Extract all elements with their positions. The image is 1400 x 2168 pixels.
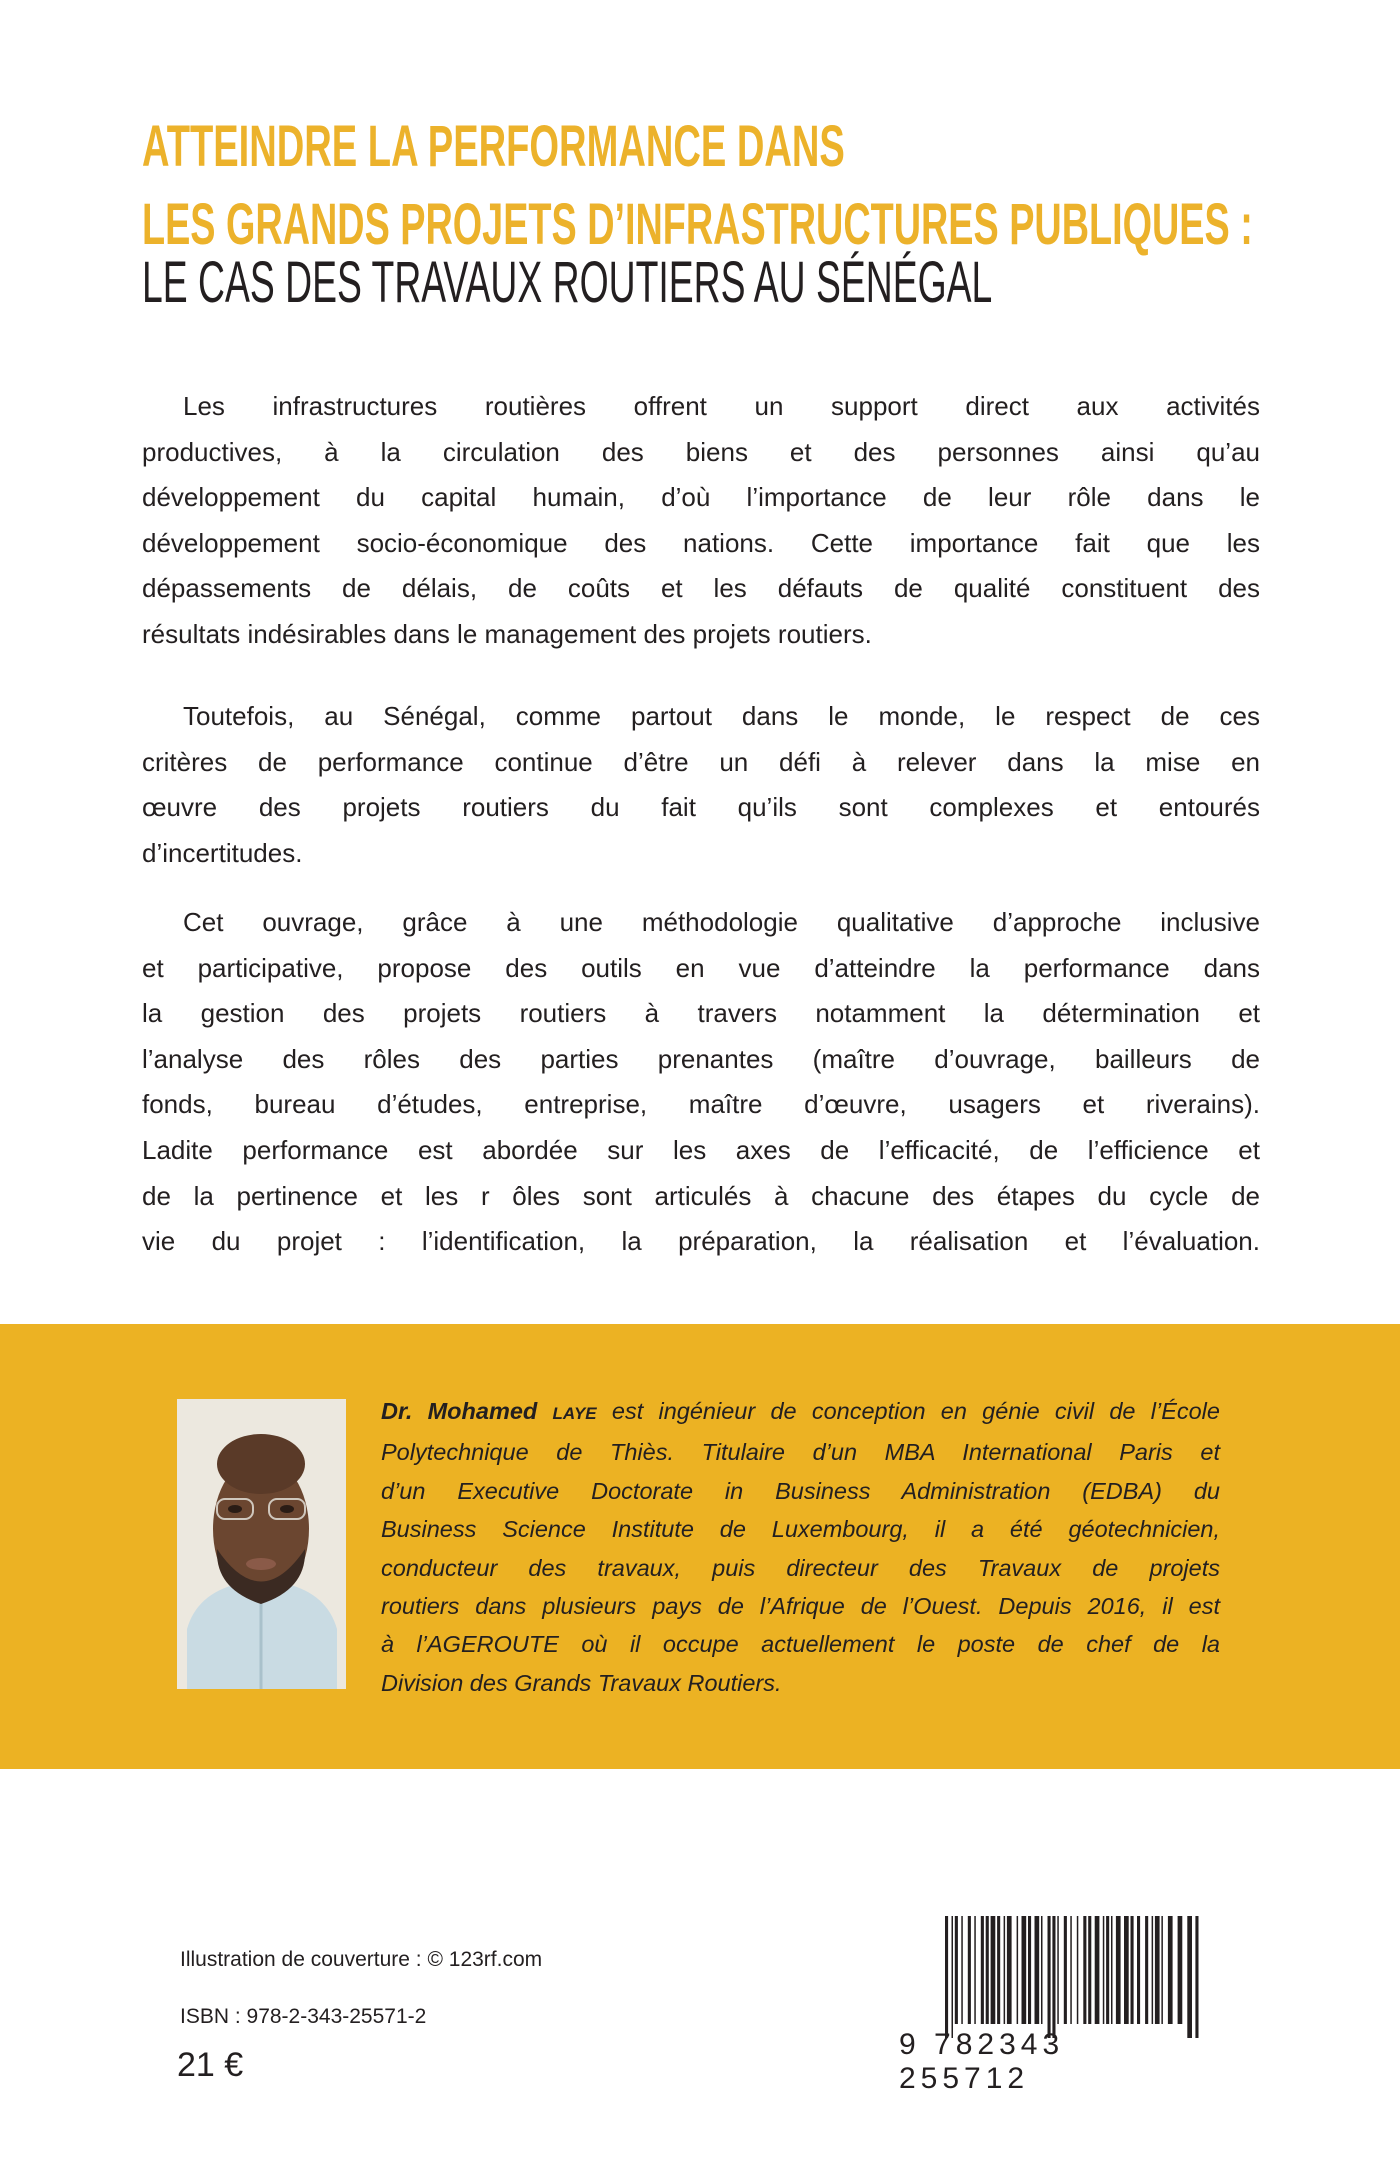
isbn: ISBN : 978-2-343-25571-2: [180, 2005, 427, 2028]
bio-line: Business Science Institute de Luxembourg, il a été géotechnicien,: [381, 1516, 1220, 1543]
barcode-bar: [1017, 1916, 1019, 2024]
author-name: Dr. Mohamed: [381, 1398, 553, 1424]
author-photo: [177, 1399, 346, 1689]
paragraph-line: œuvre des projets routiers du fait qu’ils sont complexes et entourés: [142, 792, 1260, 823]
bio-line: [381, 1392, 1220, 1433]
barcode-bar: [1124, 1916, 1129, 2024]
barcode-bar: [1152, 1916, 1154, 2024]
barcode-bar: [1103, 1916, 1105, 2024]
barcode-bar: [981, 1916, 984, 2024]
barcode-bar: [945, 1916, 948, 2038]
barcode-bar: [997, 1916, 1000, 2024]
paragraph-line: critères de performance continue d’être un défi à relever dans la mise en: [142, 746, 1260, 777]
barcode-bar: [1035, 1916, 1040, 2024]
cover-credit: Illustration de couverture : © 123rf.com: [180, 1948, 543, 1971]
paragraph-line: productives, à la circulation des biens et des personnes ainsi qu’au: [142, 436, 1260, 467]
price: 21 €: [177, 2046, 244, 2084]
paragraph-line: Ladite performance est abordée sur les axes de l’efficacité, de l’efficience et: [142, 1134, 1260, 1165]
barcode-bar: [1007, 1916, 1012, 2024]
summary-paragraph-2: [142, 694, 1260, 876]
paragraph-line: et participative, propose des outils en vue d’atteindre la performance dans: [142, 952, 1260, 983]
paragraph-line: Toutefois, au Sénégal, comme partout dans le monde, le respect de ces: [183, 701, 1260, 731]
bio-line: conducteur des travaux, puis directeur des Travaux de projets: [381, 1554, 1220, 1581]
paragraph-line: vie du projet : l’identification, la préparation, la réalisation et l’évaluation.: [142, 1226, 1260, 1257]
paragraph-line: dépassements de délais, de coûts et les défauts de qualité constituent des: [142, 573, 1260, 604]
author-bio: [381, 1392, 1220, 1702]
barcode-bar: [1168, 1916, 1173, 2024]
paragraph-line: la gestion des projets routiers à travers notamment la détermination et: [142, 998, 1260, 1029]
bio-line: Polytechnique de Thiès. Titulaire d’un MBA International Paris et: [381, 1439, 1220, 1466]
barcode-bar: [1137, 1916, 1140, 2024]
barcode-bar: [961, 1916, 963, 2024]
barcode-bar: [974, 1916, 976, 2024]
paragraph-line: Les infrastructures routières offrent un support direct aux activités: [183, 391, 1260, 421]
paragraph-line: de la pertinence et les r ôles sont articulés à chacune des étapes du cycle de: [142, 1180, 1260, 1211]
bio-line: d’un Executive Doctorate in Business Administration (EDBA) du: [381, 1477, 1220, 1504]
barcode-bar: [1187, 1916, 1192, 2038]
barcode-bar: [1178, 1916, 1183, 2024]
barcode-bar: [1161, 1916, 1163, 2024]
barcode-bar: [1106, 1916, 1109, 2024]
bio-line: Division des Grands Travaux Routiers.: [381, 1669, 782, 1696]
barcode-bar: [1116, 1916, 1121, 2024]
barcode-bar: [1028, 1916, 1031, 2024]
barcode-bar: [1077, 1916, 1079, 2024]
barcode-bar: [1048, 1916, 1051, 2038]
barcode-bar: [1064, 1916, 1067, 2024]
barcode-bar: [1131, 1916, 1134, 2024]
barcode-bar: [1052, 1916, 1055, 2038]
barcode-bar: [1088, 1916, 1091, 2024]
barcode-bar: [1111, 1916, 1113, 2024]
barcode-bar: [1145, 1916, 1148, 2024]
paragraph-line: résultats indésirables dans le management des projets routiers.: [142, 618, 872, 649]
barcode-bar: [1057, 1916, 1059, 2024]
paragraph-line: développement du capital humain, d’où l’importance de leur rôle dans le: [142, 482, 1260, 513]
bio-line: routiers dans plusieurs pays de l’Afrique de l’Ouest. Depuis 2016, il est: [381, 1593, 1220, 1620]
bio-line: à l’AGEROUTE où il occupe actuellement le poste de chef de la: [381, 1631, 1220, 1658]
barcode-bar: [1041, 1916, 1043, 2024]
barcode: [899, 1916, 1205, 2095]
barcode-bar: [968, 1916, 971, 2024]
paragraph-line: développement socio-économique des nations. Cette importance fait que les: [142, 527, 1260, 558]
barcode-bar: [1004, 1916, 1006, 2024]
barcode-bar: [1155, 1916, 1160, 2024]
paragraph-line: fonds, bureau d’études, entreprise, maître d’œuvre, usagers et riverains).: [142, 1089, 1260, 1120]
paragraph-line: Cet ouvrage, grâce à une méthodologie qualitative d’approche inclusive: [183, 907, 1260, 937]
title-line-1: ATTEINDRE LA PERFORMANCE DANS: [142, 114, 845, 179]
barcode-bar: [991, 1916, 996, 2024]
barcode-bar: [1195, 1916, 1198, 2038]
paragraph-line: d’incertitudes.: [142, 837, 303, 868]
barcode-bar: [1083, 1916, 1086, 2024]
bio-text: est ingénieur de conception en génie civil de l’École: [596, 1398, 1220, 1424]
summary-paragraph-1: [142, 384, 1260, 658]
barcode-bars: [905, 1916, 1205, 2038]
summary-paragraph-3: [142, 900, 1260, 1265]
author-surname: LAYE: [552, 1404, 597, 1423]
barcode-bar: [986, 1916, 989, 2024]
barcode-bar: [1070, 1916, 1072, 2024]
paragraph-line: l’analyse des rôles des parties prenantes (maître d’ouvrage, bailleurs de: [142, 1043, 1260, 1074]
title-line-2: LES GRANDS PROJETS D’INFRASTRUCTURES PUBLIQUES :: [142, 192, 1253, 257]
subtitle: LE CAS DES TRAVAUX ROUTIERS AU SÉNÉGAL: [142, 250, 993, 315]
barcode-bar: [1095, 1916, 1100, 2024]
barcode-bar: [955, 1916, 958, 2024]
barcode-digits: 9 782343 255712: [899, 2028, 1065, 2095]
barcode-bar: [952, 1916, 954, 2038]
barcode-bar: [1022, 1916, 1027, 2024]
